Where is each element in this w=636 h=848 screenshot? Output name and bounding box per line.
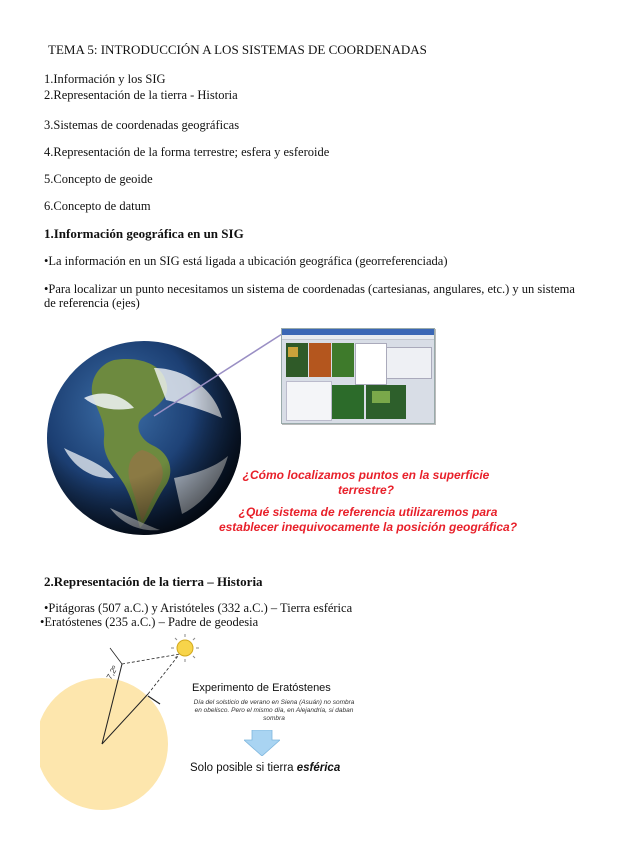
section1-bullet-1: •La información en un SIG está ligada a ubicación geográfica (georreferenciada) [44, 254, 448, 268]
section1-bullet-2-line-1: •Para localizar un punto necesitamos un sistema de coordenadas (cartesianas, angulares, etc.) y un sistema [44, 282, 575, 296]
sun-icon [171, 634, 199, 662]
question-2-line-2: establecer inequivocamente la posición geográfica? [218, 520, 518, 534]
section2-bullet-2: •Eratóstenes (235 a.C.) – Padre de geodesia [40, 615, 259, 629]
page-title: TEMA 5: INTRODUCCIÓN A LOS SISTEMAS DE COORDENADAS [48, 42, 427, 57]
pointer-line [150, 330, 290, 420]
question-1-line-1: ¿Cómo localizamos puntos en la superficie [242, 468, 490, 482]
section1-heading: 1.Información geográfica en un SIG [44, 226, 244, 241]
question-1 [226, 468, 506, 498]
toc-item-1: 1.Información y los SIG [44, 72, 166, 86]
diagram-title: Experimento de Eratóstenes [192, 682, 331, 694]
eratosthenes-diagram [40, 634, 240, 814]
diagram-caption-line-2: en obelisco. Pero el mismo día, en Alejandría, si daban [194, 707, 354, 714]
down-arrow-icon [244, 730, 280, 756]
conclusion-emphasis: esférica [296, 762, 341, 774]
section2-heading: 2.Representación de la tierra – Historia [44, 574, 263, 589]
toc-item-4: 4.Representación de la forma terrestre; esfera y esferoide [44, 145, 330, 159]
question-1-line-2: terrestre? [337, 483, 395, 497]
angle-label: 7,2º [104, 664, 120, 681]
diagram-conclusion [190, 762, 340, 774]
section2-bullet-1: •Pitágoras (507 a.C.) y Aristóteles (332 a.C.) – Tierra esférica [44, 601, 353, 615]
diagram-caption-line-3: sombra [263, 715, 285, 722]
toc-item-5: 5.Concepto de geoide [44, 172, 153, 186]
section1-bullet-2-line-2: de referencia (ejes) [44, 296, 140, 310]
toc-item-3: 3.Sistemas de coordenadas geográficas [44, 118, 240, 132]
earth-disc [40, 678, 168, 810]
toc-item-6: 6.Concepto de datum [44, 199, 151, 213]
conclusion-prefix: Solo posible si tierra [190, 762, 297, 774]
toc-item-2: 2.Representación de la tierra - Historia [44, 88, 238, 102]
diagram-caption [168, 699, 380, 723]
gis-software-screenshot [281, 328, 435, 424]
question-2 [218, 505, 518, 535]
question-2-line-1: ¿Qué sistema de referencia utilizaremos para [238, 505, 498, 519]
diagram-caption-line-1: Día del solsticio de verano en Siena (Asuán) no sombra [193, 699, 355, 706]
